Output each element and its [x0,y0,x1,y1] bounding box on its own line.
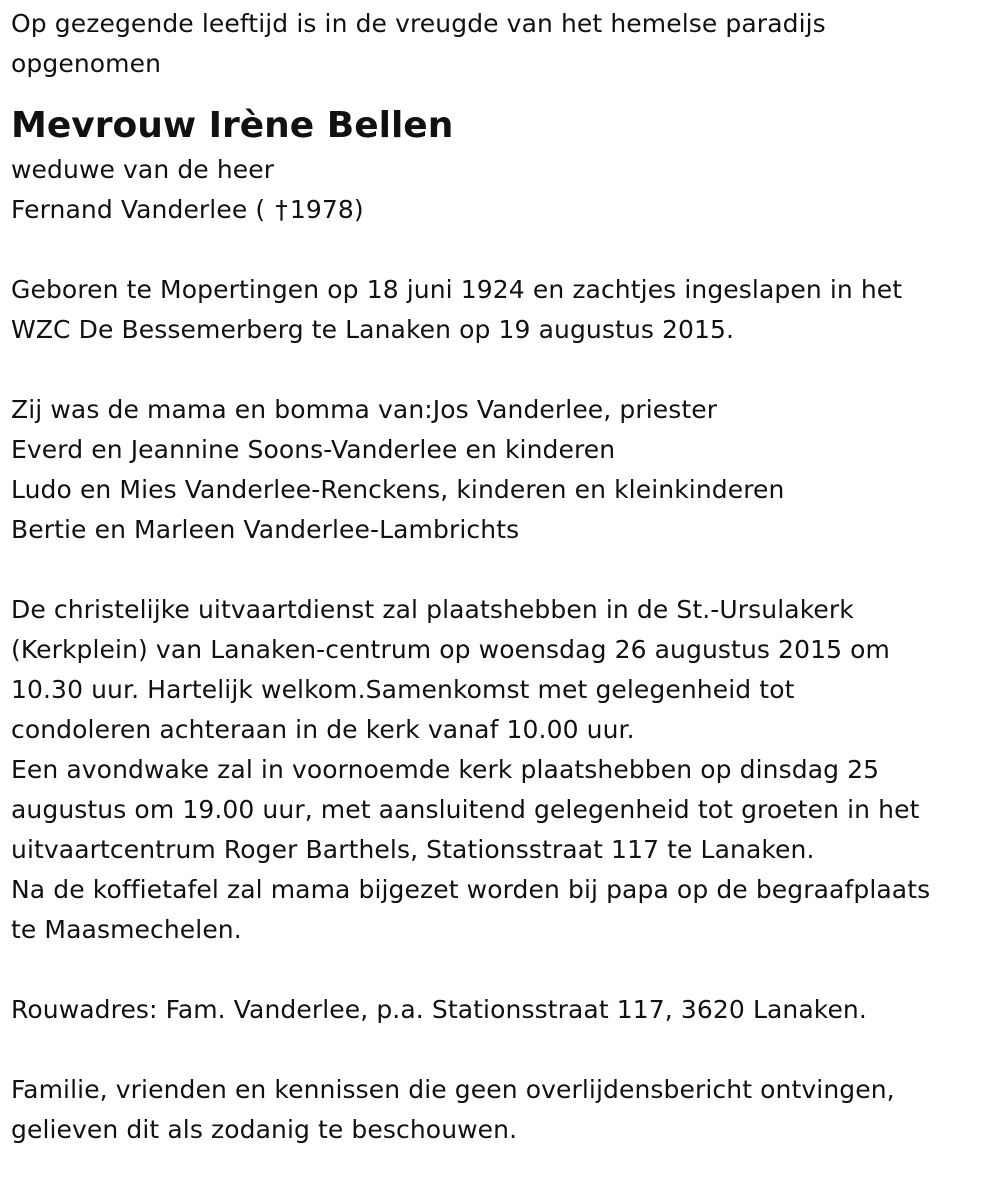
family-line: Everd en Jeannine Soons-Vanderlee en kinderen [11,435,616,464]
paragraph-spacer [11,550,991,590]
funeral-line: augustus om 19.00 uur, met aansluitend gelegenheid tot groeten in het [11,795,920,824]
funeral-line: condoleren achteraan in de kerk vanaf 10.00 uur. [11,715,635,744]
cross-icon: † [275,195,288,224]
paragraph-spacer [11,1030,991,1070]
funeral-paragraph [11,590,991,950]
family-line: Ludo en Mies Vanderlee-Renckens, kinderen en kleinkinderen [11,475,785,504]
funeral-line: Na de koffietafel zal mama bijgezet worden bij papa op de begraafplaats [11,875,931,904]
intro-line: Op gezegende leeftijd is in de vreugde van het hemelse paradijs [11,9,826,38]
intro-line: opgenomen [11,49,162,78]
closing-line: gelieven dit als zodanig te beschouwen. [11,1115,518,1144]
intro-paragraph [11,4,991,84]
funeral-line: Een avondwake zal in voornoemde kerk plaatshebben op dinsdag 25 [11,755,880,784]
birth-death-line: WZC De Bessemerberg te Lanaken op 19 augustus 2015. [11,315,735,344]
spouse-line [11,190,991,230]
deceased-name: Mevrouw Irène Bellen [11,105,454,146]
paragraph-spacer [11,230,991,270]
paragraph-spacer [11,950,991,990]
obituary-document [11,4,991,1150]
family-line: Bertie en Marleen Vanderlee-Lambrichts [11,515,520,544]
spouse-name: Fernand Vanderlee ( [11,195,266,224]
family-paragraph [11,390,991,550]
mourning-address: Rouwadres: Fam. Vanderlee, p.a. Stationsstraat 117, 3620 Lanaken. [11,995,867,1024]
closing-paragraph [11,1070,991,1150]
spouse-death-year: 1978) [289,195,364,224]
birth-death-line: Geboren te Mopertingen op 18 juni 1924 en zachtjes ingeslapen in het [11,275,903,304]
funeral-line: (Kerkplein) van Lanaken-centrum op woensdag 26 augustus 2015 om [11,635,890,664]
birth-death-paragraph [11,270,991,350]
spouse-line: weduwe van de heer [11,155,275,184]
funeral-line: 10.30 uur. Hartelijk welkom.Samenkomst met gelegenheid tot [11,675,795,704]
funeral-line: te Maasmechelen. [11,915,242,944]
closing-line: Familie, vrienden en kennissen die geen overlijdensbericht ontvingen, [11,1075,895,1104]
funeral-line: uitvaartcentrum Roger Barthels, Stationsstraat 117 te Lanaken. [11,835,815,864]
spouse-paragraph [11,150,991,230]
funeral-line: De christelijke uitvaartdienst zal plaatshebben in de St.-Ursulakerk [11,595,854,624]
paragraph-spacer [11,350,991,390]
family-line: Zij was de mama en bomma van:Jos Vanderlee, priester [11,395,718,424]
